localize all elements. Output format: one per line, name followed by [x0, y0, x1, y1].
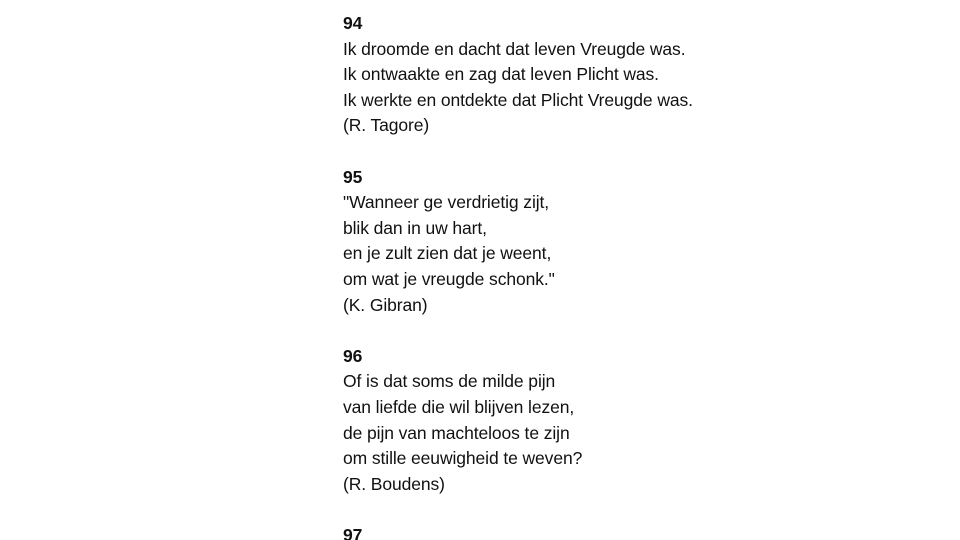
quote-entry-96 — [343, 344, 693, 498]
quote-line: om wat je vreugde schonk." — [343, 268, 555, 289]
quote-number: 97 — [343, 524, 363, 540]
quote-line: "Wanneer ge verdrietig zijt, — [343, 192, 550, 213]
quote-list — [343, 11, 693, 540]
quote-line: Ik werkte en ontdekte dat Plicht Vreugde was. — [343, 89, 693, 110]
quote-line: van liefde die wil blijven lezen, — [343, 396, 575, 417]
quote-author: (R. Tagore) — [343, 115, 430, 136]
quote-number: 96 — [343, 345, 363, 366]
quote-number: 94 — [343, 13, 363, 33]
quote-line: om stille eeuwigheid te weven? — [343, 448, 583, 469]
quote-line: Of is dat soms de milde pijn — [343, 371, 556, 392]
quote-entry-95 — [343, 165, 693, 319]
quote-line: Ik ontwaakte en zag dat leven Plicht was. — [343, 64, 659, 85]
quote-entry-97 — [343, 523, 693, 540]
quote-line: blik dan in uw hart, — [343, 217, 487, 238]
quote-number: 95 — [343, 166, 363, 187]
quote-author: (R. Boudens) — [343, 473, 445, 494]
quote-line: de pijn van machteloos te zijn — [343, 422, 570, 443]
quote-line: en je zult zien dat je weent, — [343, 243, 552, 264]
quote-author: (K. Gibran) — [343, 294, 428, 315]
quote-line: Ik droomde en dacht dat leven Vreugde was. — [343, 38, 686, 59]
quote-entry-94 — [343, 11, 693, 139]
